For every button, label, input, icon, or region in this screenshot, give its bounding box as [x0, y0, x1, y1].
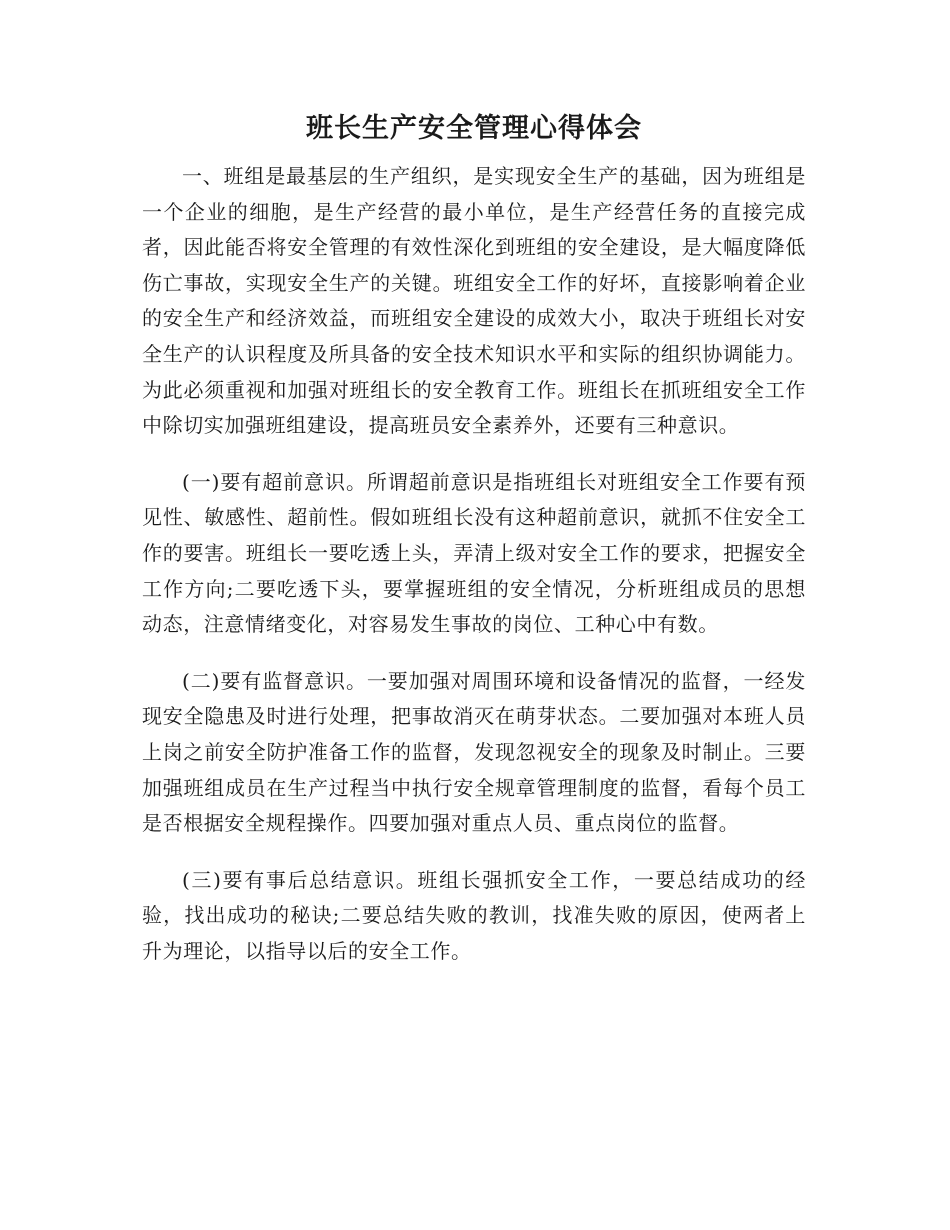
paragraph-summary: (三)要有事后总结意识。班组长强抓安全工作，一要总结成功的经验，找出成功的秘诀;二要总结失败的教训，找准失败的原因，使两者上升为理论，以指导以后的安全工作。 [142, 867, 806, 963]
paragraph-foresight: (一)要有超前意识。所谓超前意识是指班组长对班组安全工作要有预见性、敏感性、超前性。假如班组长没有这种超前意识，就抓不住安全工作的要害。班组长一要吃透上头，弄清上级对安全工作的要求，把握安全工作方向;二要吃透下头，要掌握班组的安全情况，分析班组成员的思想动态，注意情绪变化，对容易发生事故的岗位、工种心中有数。 [142, 469, 806, 637]
document-title: 班长生产安全管理心得体会 [306, 113, 642, 144]
paragraph-supervision: (二)要有监督意识。一要加强对周围环境和设备情况的监督，一经发现安全隐患及时进行处理，把事故消灭在萌芽状态。二要加强对本班人员上岗之前安全防护准备工作的监督，发现忽视安全的现象及时制止。三要加强班组成员在生产过程当中执行安全规章管理制度的监督，看每个员工是否根据安全规程操作。四要加强对重点人员、重点岗位的监督。 [142, 668, 806, 836]
document-page [142, 106, 806, 969]
paragraph-intro: 一、班组是最基层的生产组织，是实现安全生产的基础，因为班组是一个企业的细胞，是生产经营的最小单位，是生产经营任务的直接完成者，因此能否将安全管理的有效性深化到班组的安全建设，是大幅度降低伤亡事故，实现安全生产的关键。班组安全工作的好坏，直接影响着企业的安全生产和经济效益，而班组安全建设的成效大小，取决于班组长对安全生产的认识程度及所具备的安全技术知识水平和实际的组织协调能力。为此必须重视和加强对班组长的安全教育工作。班组长在抓班组安全工作中除切实加强班组建设，提高班员安全素养外，还要有三种意识。 [142, 164, 806, 438]
